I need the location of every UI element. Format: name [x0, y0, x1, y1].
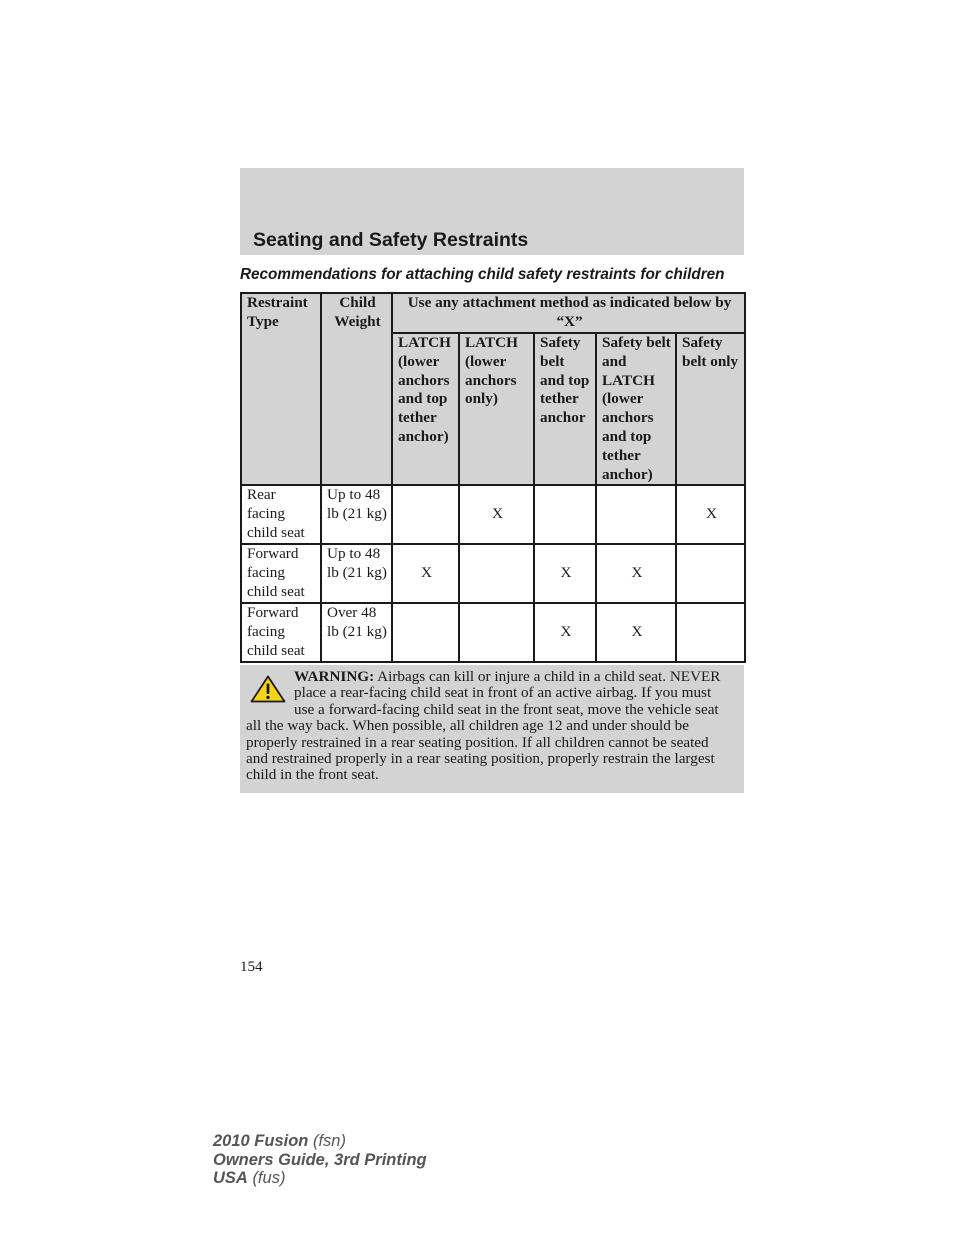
method-mark-cell: X: [676, 485, 745, 544]
method-mark-cell: [459, 544, 534, 603]
method-mark-cell: X: [534, 544, 596, 603]
warning-triangle-icon: [250, 675, 286, 703]
method-mark-cell: [392, 485, 459, 544]
warning-box: [240, 665, 744, 793]
column-header-belt-tether: Safety belt and top tether anchor: [534, 333, 596, 485]
column-header-latch-lower: LATCH (lower anchors only): [459, 333, 534, 485]
column-header-belt-only: Safety belt only: [676, 333, 745, 485]
section-title: Seating and Safety Restraints: [253, 229, 529, 251]
child-weight-cell: Up to 48 lb (21 kg): [321, 544, 392, 603]
child-weight-cell: Over 48 lb (21 kg): [321, 603, 392, 662]
method-mark-cell: X: [596, 544, 676, 603]
footer-line-2: Owners Guide, 3rd Printing: [213, 1150, 427, 1169]
footer: [213, 1132, 427, 1188]
page-number: 154: [240, 959, 263, 975]
table-row: [241, 603, 745, 662]
footer-market: USA: [213, 1169, 248, 1188]
column-header-restraint-type: Restraint Type: [241, 293, 321, 485]
table-row: [241, 544, 745, 603]
child-restraint-table: [240, 292, 746, 663]
restraint-type-cell: Forward facing child seat: [241, 544, 321, 603]
method-mark-cell: [534, 485, 596, 544]
warning-text: Airbags can kill or injure a child in a child seat. NEVER place a rear-facing child seat in front of an active airbag. If you must use a forward-facing child seat in the front seat, move the vehicle seat all the way back. When possible, all children age 12 and under should be properly restrained in a rear seating position. If all children cannot be seated and restrained properly in a rear seating position, properly restrain the largest child in the front seat.: [246, 668, 721, 784]
footer-line-3: [213, 1169, 427, 1188]
method-mark-cell: [392, 603, 459, 662]
method-mark-cell: X: [534, 603, 596, 662]
table-row: [241, 485, 745, 544]
method-mark-cell: X: [459, 485, 534, 544]
column-header-attachment-method: Use any attachment method as indicated below by “X”: [392, 293, 745, 333]
section-header: [240, 168, 744, 255]
footer-market-code: (fus): [252, 1169, 286, 1188]
method-mark-cell: [676, 544, 745, 603]
column-header-child-weight: Child Weight: [321, 293, 392, 485]
footer-model-code: (fsn): [312, 1132, 346, 1150]
restraint-type-cell: Rear facing child seat: [241, 485, 321, 544]
method-mark-cell: [676, 603, 745, 662]
method-mark-cell: X: [392, 544, 459, 603]
method-mark-cell: [459, 603, 534, 662]
child-weight-cell: Up to 48 lb (21 kg): [321, 485, 392, 544]
footer-model: 2010 Fusion: [213, 1132, 309, 1150]
restraint-type-cell: Forward facing child seat: [241, 603, 321, 662]
warning-label: WARNING:: [294, 668, 375, 685]
column-header-belt-latch: Safety belt and LATCH (lower anchors and top tether anchor): [596, 333, 676, 485]
column-header-latch-full: LATCH (lower anchors and top tether anchor): [392, 333, 459, 485]
table-subtitle: Recommendations for attaching child safety restraints for children: [240, 266, 725, 283]
method-mark-cell: [596, 485, 676, 544]
method-mark-cell: X: [596, 603, 676, 662]
footer-line-1: [213, 1132, 427, 1151]
